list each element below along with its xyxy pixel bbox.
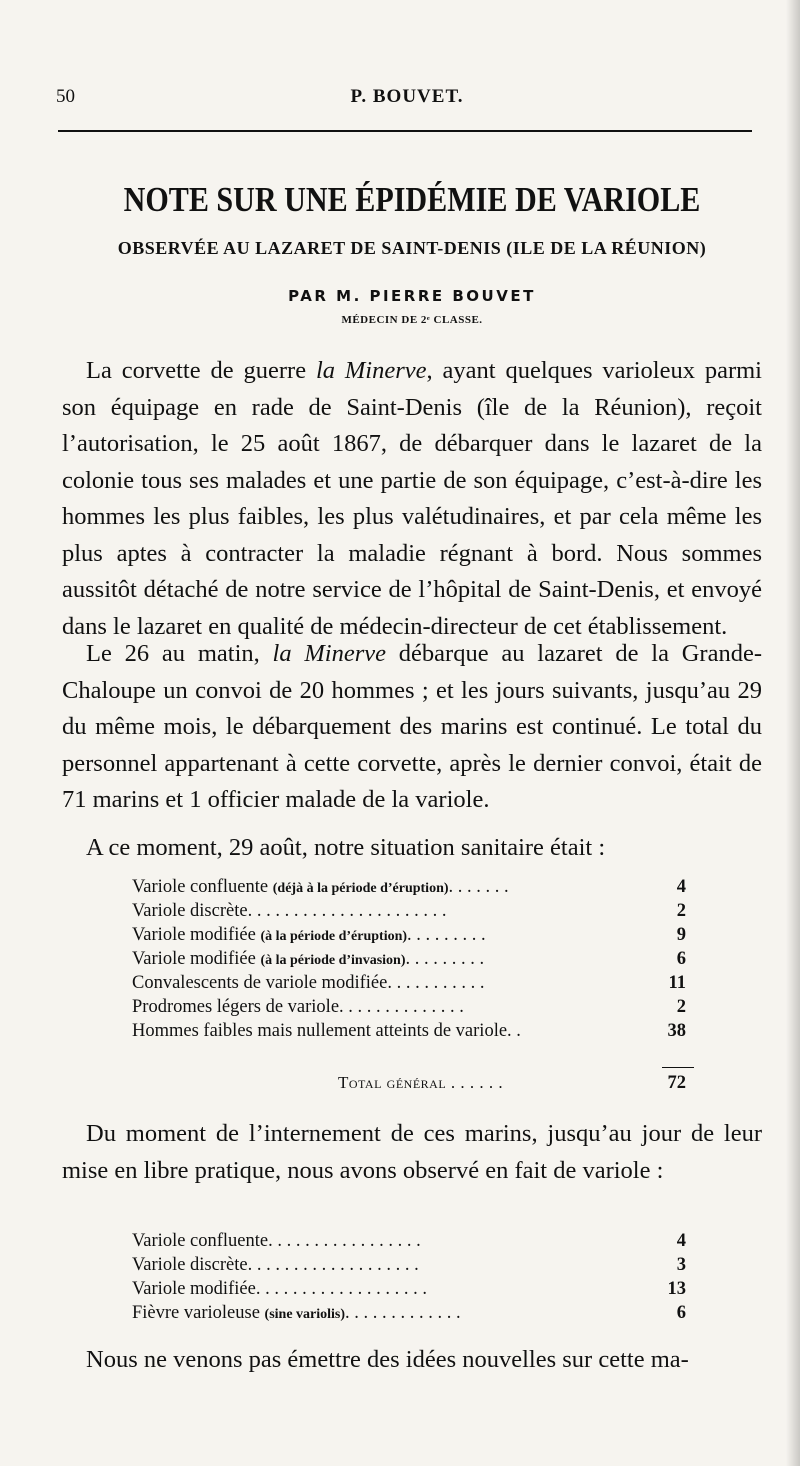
- paragraph-3: [62, 830, 762, 867]
- row-label: Prodromes légers de variole: [132, 997, 340, 1017]
- ship-name: la Minerve: [315, 357, 427, 384]
- article-title: NOTE SUR UNE ÉPIDÉMIE DE VARIOLE: [123, 180, 701, 219]
- row-label: Hommes faibles mais nullement atteints de variole: [132, 1021, 508, 1041]
- row-dots: . . . . . . . . .: [405, 949, 485, 969]
- row-value: 6: [676, 949, 686, 969]
- total-dots: . . . . . .: [450, 1073, 504, 1092]
- paragraph-2: [62, 636, 762, 819]
- row-value: 11: [668, 973, 686, 993]
- row-note: (à la période d’éruption): [260, 929, 408, 944]
- row-dots: . . . . . . . . . . . . . .: [339, 997, 464, 1017]
- row-dots: . .: [507, 1021, 521, 1041]
- paragraph-4: [62, 1116, 762, 1189]
- row-dots: . . . . . . . . . . .: [387, 973, 485, 993]
- row-label: Fièvre varioleuse: [132, 1303, 265, 1323]
- article-subtitle: OBSERVÉE AU LAZARET DE SAINT-DENIS (ILE DE LA RÉUNION): [117, 238, 707, 258]
- author-rank: MÉDECIN DE 2ᵉ CLASSE.: [341, 314, 483, 326]
- table-row: [132, 995, 686, 1019]
- table-row: [132, 899, 686, 923]
- row-note: (à la période d’invasion): [260, 953, 406, 968]
- total-rule: [662, 1067, 694, 1068]
- situation-table: [132, 875, 686, 1043]
- row-label: Variole confluente: [132, 1231, 269, 1251]
- row-dots: . . . . . . . . . . . . . . . . . . .: [247, 1255, 419, 1275]
- row-value: 9: [676, 925, 686, 945]
- row-note: (sine variolis): [264, 1307, 346, 1322]
- observed-intro: Du moment de l’internement de ces marins, jusqu’au jour de leur mise en libre pratique, nous avons observé en fait de variole :: [62, 1120, 762, 1184]
- paragraph-5: [62, 1342, 762, 1379]
- header-rule: [58, 130, 752, 132]
- row-value: 6: [676, 1303, 686, 1323]
- paragraph-1-text-a: La corvette de guerre: [86, 357, 316, 384]
- row-dots: . . . . . . . . . . . . . . . . .: [268, 1231, 421, 1251]
- row-dots: . . . . . . . . . . . . .: [345, 1303, 461, 1323]
- table-row: [132, 1229, 686, 1253]
- total-value: 72: [667, 1073, 686, 1093]
- table-row: [132, 1253, 686, 1277]
- row-value: 2: [676, 901, 686, 921]
- row-dots: . . . . . . . . . . . . . . . . . . .: [255, 1279, 427, 1299]
- row-label: Convalescents de variole modifiée: [132, 973, 388, 993]
- total-row: [132, 1071, 686, 1095]
- table-row: [132, 1301, 686, 1325]
- page-number: 50: [56, 86, 75, 107]
- row-dots: . . . . . . . . .: [407, 925, 486, 945]
- row-value: 2: [676, 997, 686, 1017]
- situation-intro: A ce moment, 29 août, notre situation sanitaire était :: [86, 834, 606, 861]
- table-row: [132, 1019, 686, 1043]
- row-label: Variole modifiée: [132, 1279, 256, 1299]
- row-label: Variole discrète: [132, 901, 248, 921]
- author-line: PAR M. PIERRE BOUVET: [288, 287, 536, 305]
- row-label: Variole modifiée: [132, 949, 261, 969]
- row-note: (déjà à la période d’éruption): [272, 881, 449, 896]
- table-row: [132, 971, 686, 995]
- paragraph-2-text-b: débarque au lazaret de la Grande-Chaloupe un convoi de 20 hommes ; et les jours suivants, jusqu’au 29 du même mois, le débarquement des marins est continué. Le total du personnel appartenant à cette corvette, après le dernier convoi, était de 71 marins et 1 officier malade de la variole.: [62, 640, 762, 813]
- row-dots: . . . . . . .: [448, 877, 509, 897]
- row-label: Variole discrète: [132, 1255, 248, 1275]
- observed-table: [132, 1229, 686, 1325]
- row-value: 13: [667, 1279, 686, 1299]
- row-label: Variole confluente: [132, 877, 273, 897]
- row-value: 38: [667, 1021, 686, 1041]
- paragraph-1-text-b: , ayant quelques varioleux parmi son équipage en rade de Saint-Denis (île de la Réunion), reçoit l’autorisation, le 25 août 1867, de débarquer dans le lazaret de la colonie tous ses malades et une partie de son équipage, c’est-à-dire les hommes les plus faibles, les plus valétudinaires, et par cela même les plus aptes à contracter la maladie régnant à bord. Nous sommes aussitôt détaché de notre service de l’hôpital de Saint-Denis, et envoyé dans le lazaret en qualité de médecin-directeur de cet établissement.: [62, 357, 762, 640]
- book-page: [56, 0, 762, 1466]
- running-head: [56, 86, 752, 112]
- running-title: P. BOUVET.: [350, 86, 464, 107]
- ship-name: la Minerve: [272, 640, 387, 667]
- row-label: Variole modifiée: [132, 925, 261, 945]
- row-value: 4: [676, 1231, 686, 1251]
- table-row: [132, 1277, 686, 1301]
- paragraph-1: [62, 353, 762, 645]
- closing-line: Nous ne venons pas émettre des idées nouvelles sur cette ma-: [86, 1346, 689, 1373]
- table-row: [132, 923, 686, 947]
- row-dots: . . . . . . . . . . . . . . . . . . . . . .: [247, 901, 447, 921]
- table-row: [132, 947, 686, 971]
- page-edge-shadow: [786, 0, 800, 1466]
- row-value: 3: [676, 1255, 686, 1275]
- total-label: Total général: [338, 1073, 447, 1092]
- paragraph-2-text-a: Le 26 au matin,: [86, 640, 273, 667]
- table-row: [132, 875, 686, 899]
- row-value: 4: [676, 877, 686, 897]
